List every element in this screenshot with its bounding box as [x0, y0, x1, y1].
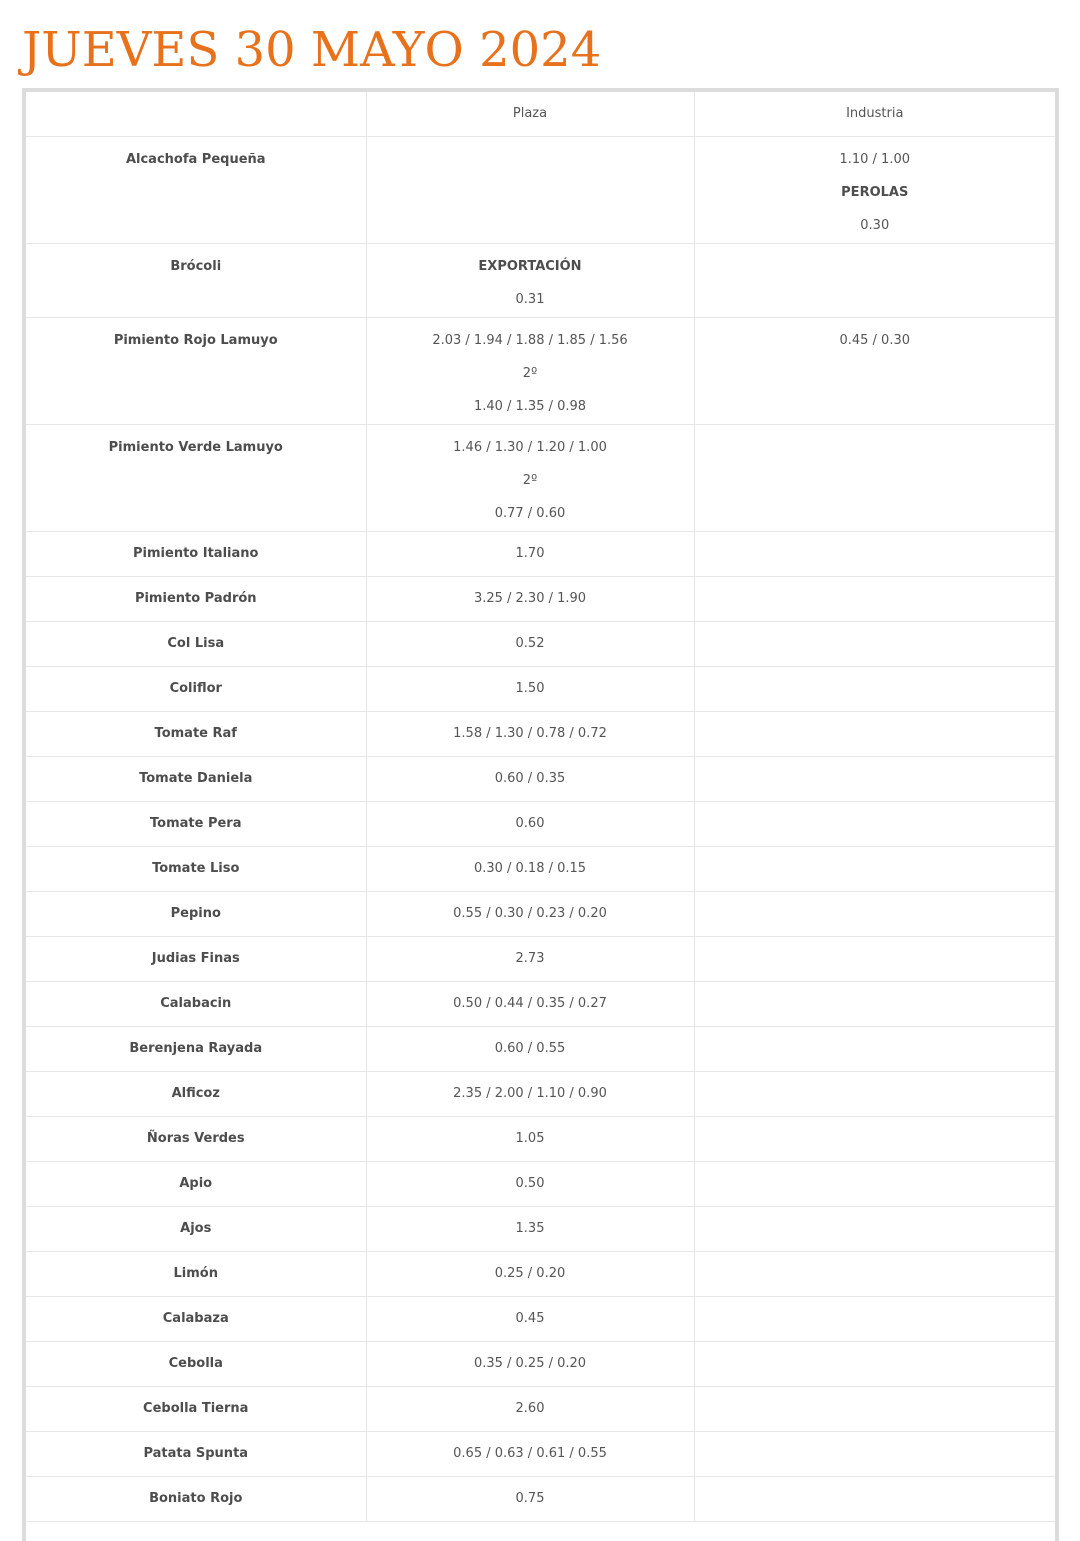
table-row [26, 1432, 1055, 1477]
plaza-price: 0.60 [515, 816, 545, 831]
industria-cell [694, 847, 1055, 892]
table-row [26, 847, 1055, 892]
industria-cell [694, 318, 1055, 425]
plaza-cell [366, 1477, 694, 1522]
plaza-price: 1.50 [515, 681, 545, 696]
plaza-price: 2.03 / 1.94 / 1.88 / 1.85 / 1.56 [432, 333, 628, 348]
plaza-cell [366, 712, 694, 757]
industria-category-label: PEROLAS [841, 185, 909, 200]
product-name: Pimiento Padrón [134, 591, 257, 606]
price-table [26, 92, 1055, 1522]
industria-cell [694, 937, 1055, 982]
price-table-container [22, 88, 1059, 1541]
product-cell [26, 532, 366, 577]
industria-cell [694, 1072, 1055, 1117]
product-cell [26, 318, 366, 425]
plaza-cell [366, 1117, 694, 1162]
product-cell [26, 1027, 366, 1072]
table-row [26, 1207, 1055, 1252]
industria-cell [694, 667, 1055, 712]
industria-cell [694, 532, 1055, 577]
industria-cell [694, 1162, 1055, 1207]
industria-cell [694, 577, 1055, 622]
product-cell [26, 847, 366, 892]
plaza-cell [366, 982, 694, 1027]
product-cell [26, 577, 366, 622]
product-name: Pepino [170, 906, 221, 921]
industria-cell [694, 425, 1055, 532]
product-name: Tomate Pera [150, 816, 242, 831]
product-cell [26, 244, 366, 318]
product-name: Tomate Daniela [139, 771, 253, 786]
product-name: Patata Spunta [143, 1446, 249, 1461]
product-name: Berenjena Rayada [129, 1041, 263, 1056]
industria-price: 0.30 [860, 218, 890, 233]
industria-cell [694, 1207, 1055, 1252]
plaza-price: 1.35 [515, 1221, 545, 1236]
product-cell [26, 1207, 366, 1252]
header-industria: Industria [694, 92, 1055, 137]
industria-cell [694, 1432, 1055, 1477]
industria-cell [694, 757, 1055, 802]
product-cell [26, 1342, 366, 1387]
plaza-cell [366, 137, 694, 244]
plaza-price: 0.52 [515, 636, 545, 651]
plaza-cell [366, 1342, 694, 1387]
industria-cell [694, 244, 1055, 318]
plaza-cell [366, 667, 694, 712]
table-row [26, 937, 1055, 982]
product-cell [26, 425, 366, 532]
product-cell [26, 1297, 366, 1342]
plaza-cell [366, 1387, 694, 1432]
plaza-cell [366, 1297, 694, 1342]
table-row [26, 622, 1055, 667]
plaza-price: 1.70 [515, 546, 545, 561]
product-cell [26, 667, 366, 712]
industria-cell [694, 1027, 1055, 1072]
product-cell [26, 802, 366, 847]
plaza-price: 0.55 / 0.30 / 0.23 / 0.20 [453, 906, 607, 921]
product-cell [26, 1432, 366, 1477]
plaza-cell [366, 244, 694, 318]
product-name: Calabaza [162, 1311, 229, 1326]
table-row [26, 757, 1055, 802]
table-row [26, 1072, 1055, 1117]
product-name: Limón [173, 1266, 218, 1281]
table-row [26, 1117, 1055, 1162]
plaza-cell [366, 1432, 694, 1477]
header-plaza: Plaza [366, 92, 694, 137]
plaza-price: 0.31 [515, 292, 545, 307]
industria-cell [694, 1477, 1055, 1522]
plaza-price: 0.25 / 0.20 [494, 1266, 566, 1281]
plaza-cell [366, 802, 694, 847]
industria-cell [694, 892, 1055, 937]
product-name: Calabacin [160, 996, 232, 1011]
table-row [26, 1027, 1055, 1072]
industria-price: 0.45 / 0.30 [839, 333, 911, 348]
table-row [26, 1297, 1055, 1342]
product-cell [26, 1162, 366, 1207]
plaza-cell [366, 1207, 694, 1252]
plaza-cell [366, 757, 694, 802]
industria-cell [694, 137, 1055, 244]
plaza-price: 2º [522, 473, 538, 488]
table-row [26, 1477, 1055, 1522]
product-cell [26, 937, 366, 982]
plaza-price: 0.30 / 0.18 / 0.15 [473, 861, 587, 876]
product-name: Pimiento Rojo Lamuyo [113, 333, 278, 348]
industria-cell [694, 1342, 1055, 1387]
plaza-price: 3.25 / 2.30 / 1.90 [473, 591, 587, 606]
product-name: Cebolla Tierna [143, 1401, 249, 1416]
plaza-cell [366, 425, 694, 532]
table-row [26, 318, 1055, 425]
plaza-cell [366, 892, 694, 937]
product-name: Tomate Raf [154, 726, 237, 741]
plaza-price: 1.58 / 1.30 / 0.78 / 0.72 [453, 726, 607, 741]
product-name: Cebolla [168, 1356, 223, 1371]
table-row [26, 577, 1055, 622]
industria-cell [694, 982, 1055, 1027]
product-name: Brócoli [170, 259, 222, 274]
product-cell [26, 1072, 366, 1117]
industria-cell [694, 1387, 1055, 1432]
plaza-price: 0.35 / 0.25 / 0.20 [473, 1356, 587, 1371]
plaza-price: 1.46 / 1.30 / 1.20 / 1.00 [453, 440, 607, 455]
plaza-cell [366, 1162, 694, 1207]
plaza-price: 2.35 / 2.00 / 1.10 / 0.90 [453, 1086, 607, 1101]
table-row [26, 532, 1055, 577]
plaza-price: 0.75 [515, 1491, 545, 1506]
product-cell [26, 1387, 366, 1432]
table-row [26, 1162, 1055, 1207]
plaza-price: 2.73 [515, 951, 545, 966]
table-row [26, 982, 1055, 1027]
plaza-cell [366, 532, 694, 577]
table-row [26, 244, 1055, 318]
product-cell [26, 892, 366, 937]
table-row [26, 1252, 1055, 1297]
plaza-price: 2.60 [515, 1401, 545, 1416]
industria-cell [694, 1117, 1055, 1162]
product-cell [26, 1252, 366, 1297]
plaza-price: 1.05 [515, 1131, 545, 1146]
plaza-price: 1.40 / 1.35 / 0.98 [473, 399, 587, 414]
industria-cell [694, 1297, 1055, 1342]
product-name: Apio [179, 1176, 213, 1191]
product-name: Alficoz [171, 1086, 220, 1101]
plaza-price: 0.60 / 0.35 [494, 771, 566, 786]
table-row [26, 1342, 1055, 1387]
plaza-price: 0.50 / 0.44 / 0.35 / 0.27 [453, 996, 607, 1011]
product-name: Alcachofa Pequeña [125, 152, 266, 167]
plaza-cell [366, 1027, 694, 1072]
plaza-cell [366, 937, 694, 982]
plaza-cell [366, 847, 694, 892]
plaza-cell [366, 1072, 694, 1117]
plaza-price: 0.77 / 0.60 [494, 506, 566, 521]
product-name: Judias Finas [151, 951, 240, 966]
table-row [26, 667, 1055, 712]
table-row [26, 802, 1055, 847]
industria-cell [694, 1252, 1055, 1297]
industria-price: 1.10 / 1.00 [839, 152, 911, 167]
product-name: Pimiento Verde Lamuyo [108, 440, 283, 455]
product-cell [26, 712, 366, 757]
industria-cell [694, 712, 1055, 757]
product-cell [26, 757, 366, 802]
table-row [26, 712, 1055, 757]
table-row [26, 1387, 1055, 1432]
plaza-price: 0.65 / 0.63 / 0.61 / 0.55 [453, 1446, 607, 1461]
table-row [26, 892, 1055, 937]
product-cell [26, 1477, 366, 1522]
product-name: Ñoras Verdes [146, 1131, 245, 1146]
plaza-price: 0.60 / 0.55 [494, 1041, 566, 1056]
plaza-price: 2º [522, 366, 538, 381]
product-name: Pimiento Italiano [133, 546, 259, 561]
product-cell [26, 137, 366, 244]
product-name: Col Lisa [167, 636, 225, 651]
plaza-price: 0.45 [515, 1311, 545, 1326]
product-name: Tomate Liso [152, 861, 240, 876]
industria-cell [694, 622, 1055, 667]
page-title: JUEVES 30 MAYO 2024 [22, 22, 602, 78]
product-cell [26, 1117, 366, 1162]
table-row [26, 425, 1055, 532]
plaza-cell [366, 318, 694, 425]
product-name: Boniato Rojo [149, 1491, 243, 1506]
plaza-cell [366, 622, 694, 667]
plaza-cell [366, 1252, 694, 1297]
product-name: Ajos [180, 1221, 212, 1236]
product-name: Coliflor [169, 681, 222, 696]
table-header-row [26, 92, 1055, 137]
plaza-price: 0.50 [515, 1176, 545, 1191]
product-cell [26, 622, 366, 667]
table-row [26, 137, 1055, 244]
plaza-category-label: EXPORTACIÓN [478, 259, 582, 274]
header-product [26, 92, 366, 137]
industria-cell [694, 802, 1055, 847]
plaza-cell [366, 577, 694, 622]
product-cell [26, 982, 366, 1027]
